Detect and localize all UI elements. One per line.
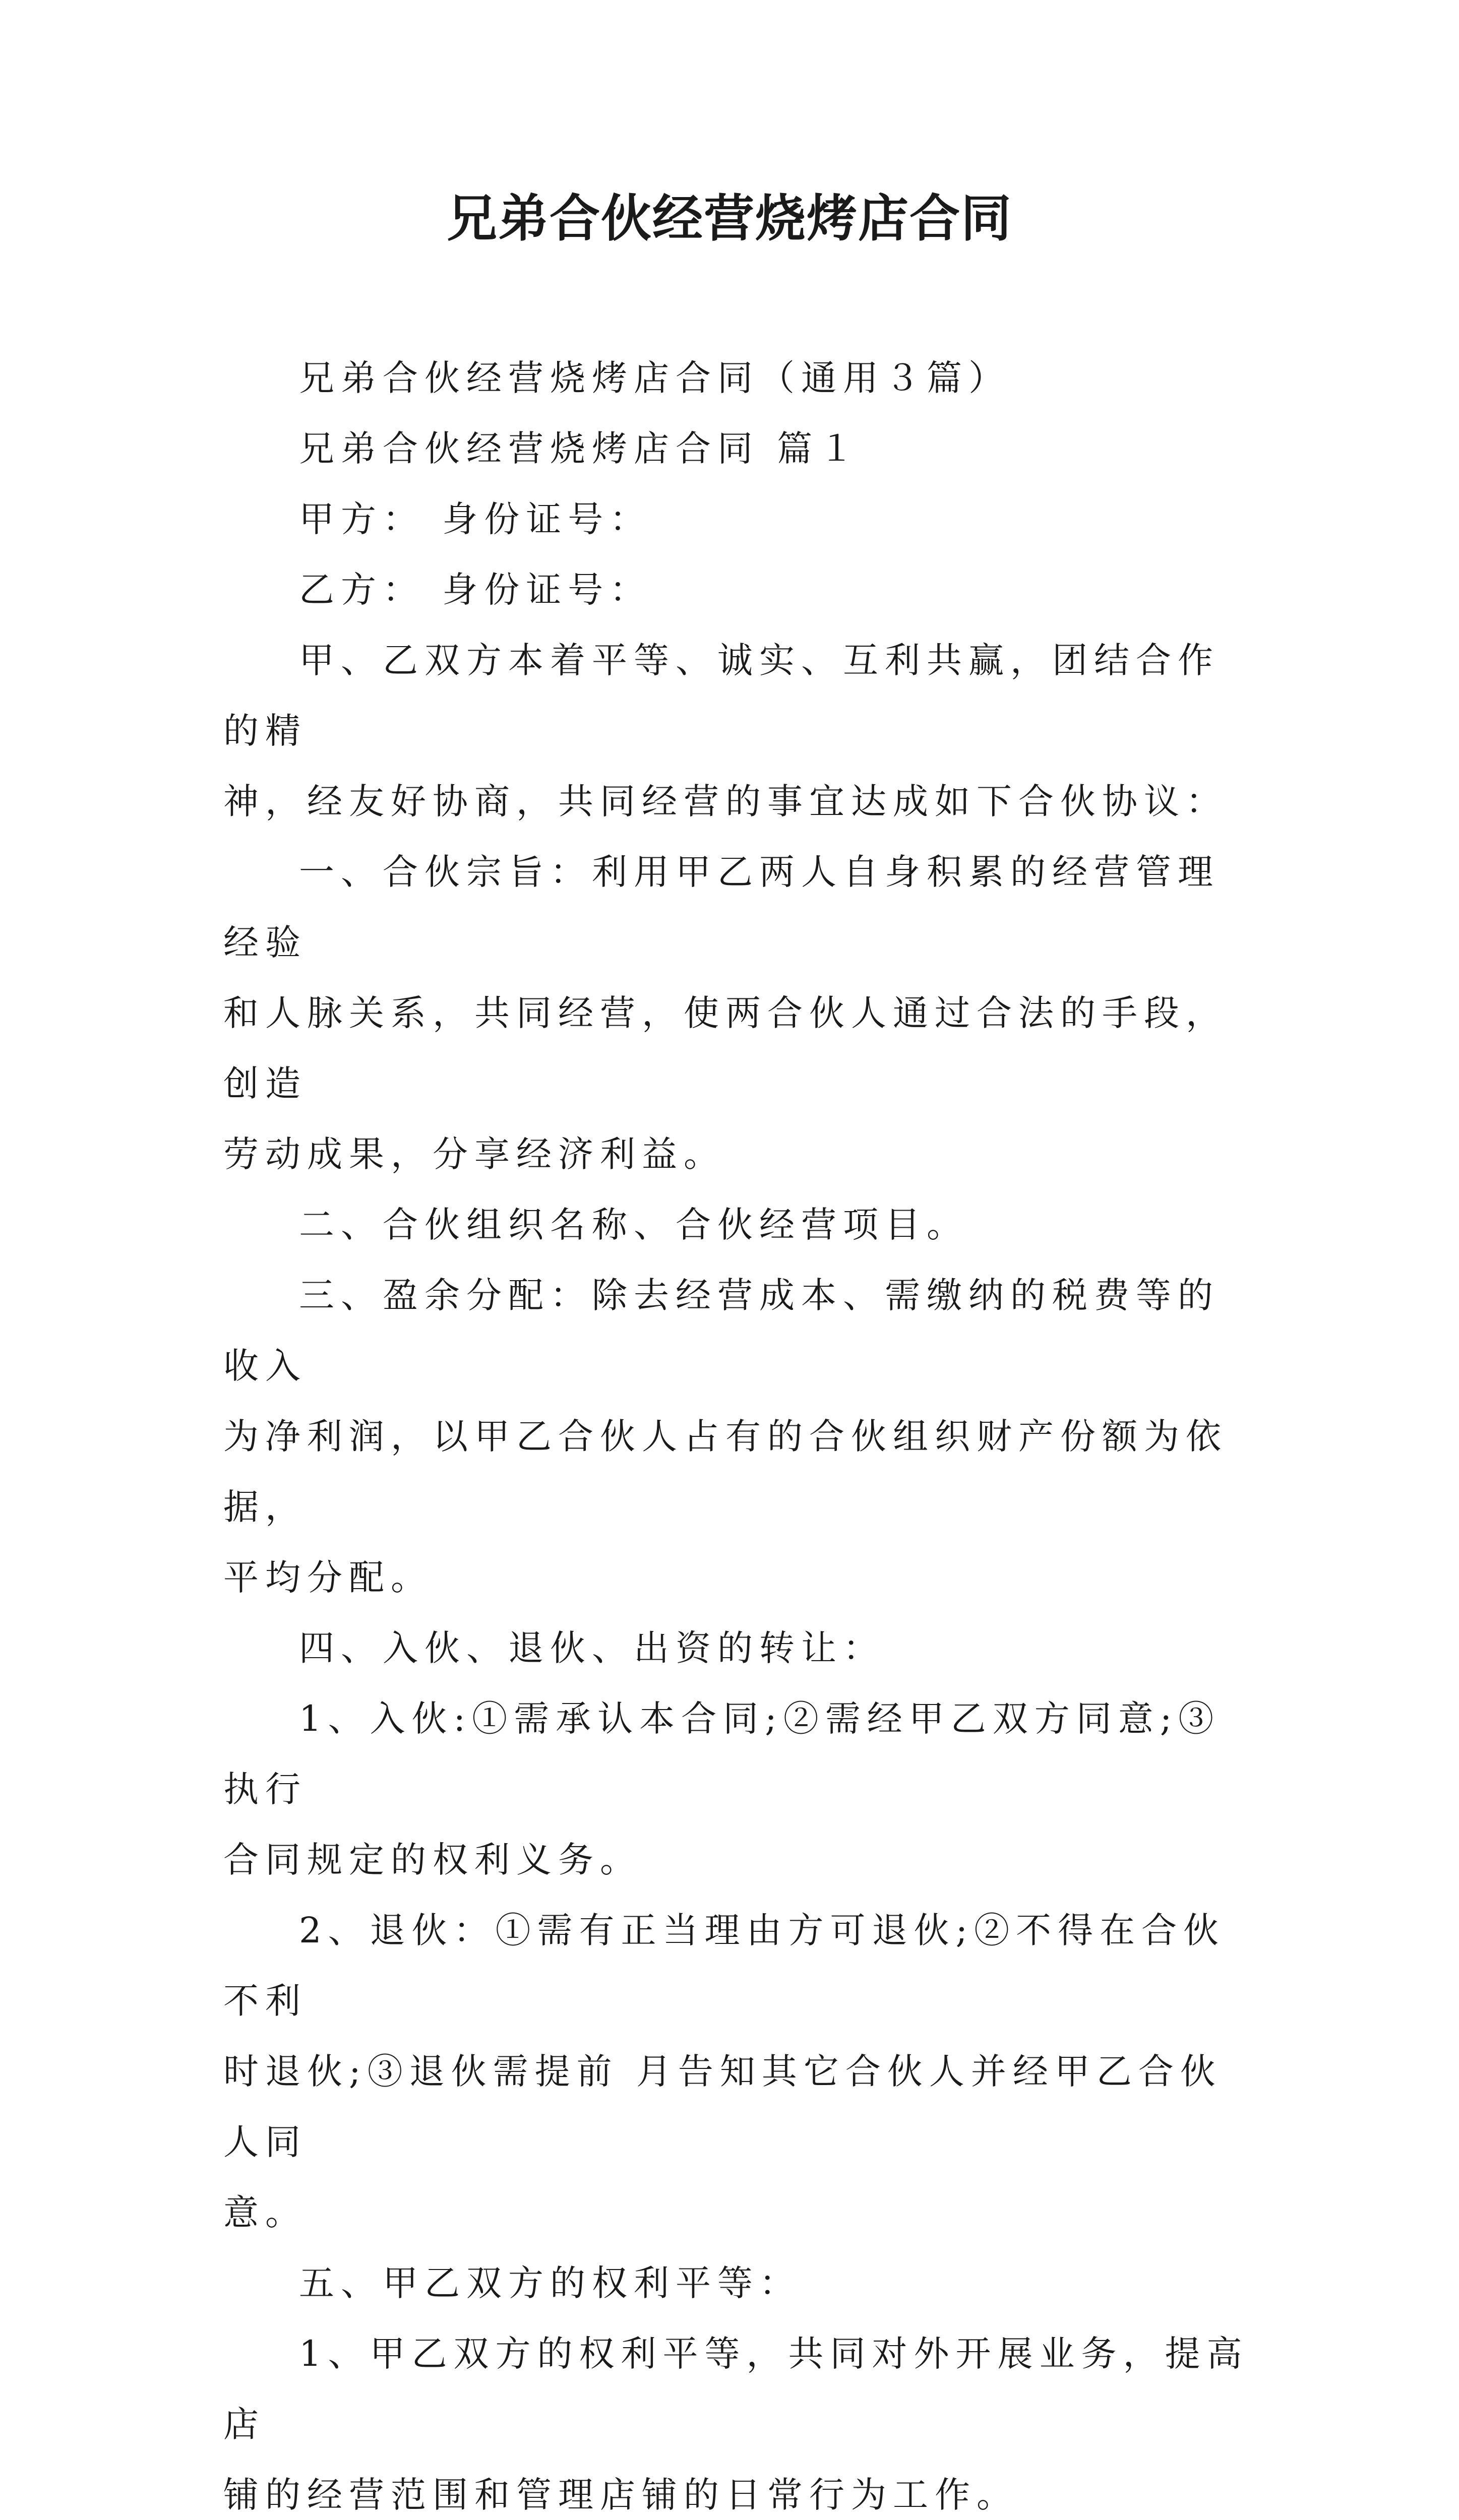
paragraph-clause-4-item-1: 1、入伙:①需承认本合同;②需经甲乙双方同意;③执行 合同规定的权利义务。 (223, 1698, 1221, 1880)
paragraph-clause-5-item-1: 1、甲乙双方的权利平等，共同对外开展业务，提高店 铺的经营范围和管理店铺的日常行为工作。 (223, 2333, 1249, 2515)
paragraph-subtitle: 兄弟合伙经营烧烤店合同（通用３篇） (299, 357, 1010, 399)
document-title: 兄弟合伙经营烧烤店合同 (447, 188, 1012, 248)
paragraph-clause-5: 五、甲乙双方的权利平等： (299, 2262, 801, 2304)
paragraph-clause-2: 二、合伙组织名称、合伙经营项目。 (299, 1204, 968, 1245)
paragraph-party-b: 乙方： 身份证号： (299, 569, 652, 610)
paragraph-clause-3: 三、盈余分配：除去经营成本、需缴纳的税费等的收入 为净利润，以甲乙合伙人占有的合伙组织财产份额为依据， 平均分配。 (223, 1275, 1228, 1598)
document-body (223, 343, 1252, 2520)
paragraph-party-a: 甲方： 身份证号： (299, 498, 652, 540)
paragraph-clause-4-item-2: 2、退伙：①需有正当理由方可退伙;②不得在合伙不利 时退伙;③退伙需提前 月告知其它合伙人并经甲乙合伙人同 意。 (223, 1910, 1226, 2233)
paragraph-clause-4: 四、入伙、退伙、出资的转让： (299, 1627, 885, 1669)
paragraph-preamble: 甲、乙双方本着平等、诚实、互利共赢，团结合作的精 神，经友好协商，共同经营的事宜达成如下合伙协议： (223, 640, 1228, 822)
paragraph-clause-1: 一、合伙宗旨：利用甲乙两人自身积累的经营管理经验 和人脉关系，共同经营，使两合伙人通过合法的手段，创造 劳动成果，分享经济利益。 (223, 851, 1228, 1175)
paragraph-section-heading: 兄弟合伙经营烧烤店合同 篇１ (299, 428, 861, 469)
